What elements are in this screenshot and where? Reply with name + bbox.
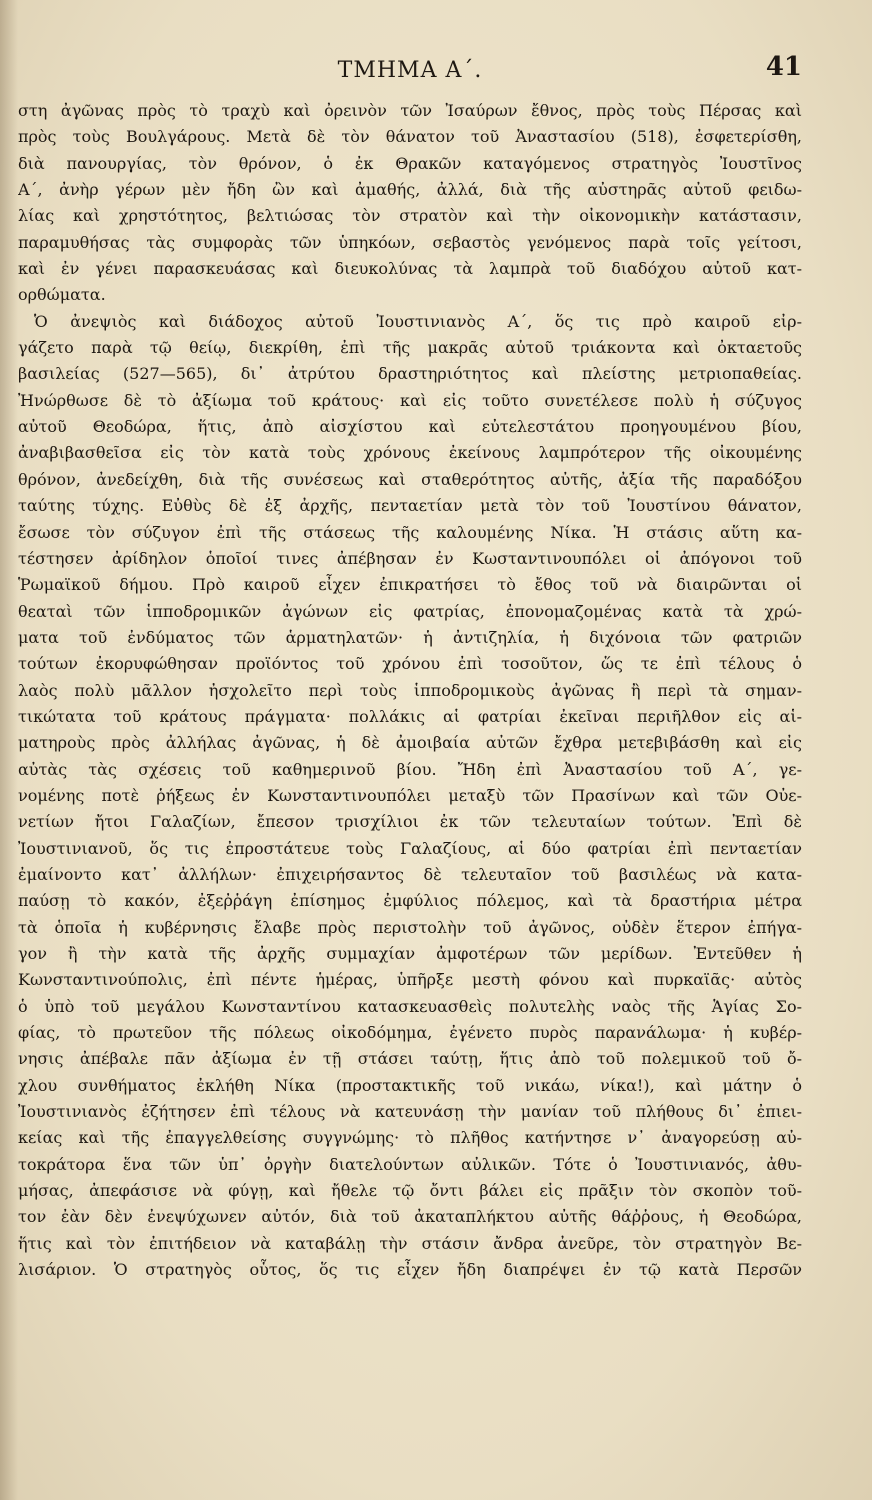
text-line: θρόνον, ἀνεδείχθη, διὰ τῆς συνέσεως καὶ σταθερότητος αὐτῆς, ἀξία τῆς παραδόξου <box>18 469 802 489</box>
text-line: τικώτατα τοῦ κράτους πράγματα· πολλάκις αἱ φατρίαι ἐκεῖναι περιῆλθον εἰς αἱ- <box>18 706 802 726</box>
text-line: νετίων ἤτοι Γαλαζίων, ἔπεσον τρισχίλιοι ἐκ τῶν τελευταίων τούτων. Ἐπὶ δὲ <box>18 812 802 832</box>
text-line: πρὸς τοὺς Βουλγάρους. Μετὰ δὲ τὸν θάνατον τοῦ Ἀναστασίου (518), ἐσφετερίσθη, <box>18 127 802 147</box>
text-line: στη ἀγῶνας πρὸς τὸ τραχὺ καὶ ὀρεινὸν τῶν Ἰσαύρων ἔθνος, πρὸς τοὺς Πέρσας καὶ <box>18 101 802 120</box>
text-line: τέστησεν ἀρίδηλον ὁποῖοί τινες ἀπέβησαν ἐν Κωσταντινουπόλει οἱ ἀπόγονοι τοῦ <box>18 548 802 568</box>
text-line: ὁ ὑπὸ τοῦ μεγάλου Κωνσταντίνου κατασκευασθεὶς πολυτελὴς ναὸς τῆς Ἁγίας Σο- <box>18 996 802 1016</box>
text-line: λαὸς πολὺ μᾶλλον ἠσχολεῖτο περὶ τοὺς ἱπποδρομικοὺς ἀγῶνας ἢ περὶ τὰ σημαν- <box>18 680 802 700</box>
text-line: Ἠνώρθωσε δὲ τὸ ἀξίωμα τοῦ κράτους· καὶ εἰς τοῦτο συνετέλεσε πολὺ ἡ σύζυγος <box>18 390 802 410</box>
text-line: λισάριον. Ὁ στρατηγὸς οὗτος, ὅς τις εἶχεν ἤδη διαπρέψει ἐν τῷ κατὰ Περσῶν <box>18 1260 802 1280</box>
text-line: τον ἐὰν δὲν ἐνεψύχωνεν αὐτόν, διὰ τοῦ ἀκαταπλήκτου αὐτῆς θάῤῥους, ἡ Θεοδώρα, <box>18 1207 802 1227</box>
text-line: ματηροὺς πρὸς ἀλλήλας ἀγῶνας, ἡ δὲ ἀμοιβαία αὐτῶν ἔχθρα μετεβιβάσθη καὶ εἰς <box>18 733 802 753</box>
text-line: Ῥωμαϊκοῦ δήμου. Πρὸ καιροῦ εἶχεν ἐπικρατήσει τὸ ἔθος τοῦ νὰ διαιρῶνται οἱ <box>18 575 802 595</box>
text-line: ματα τοῦ ἐνδύματος τῶν ἁρματηλατῶν· ἡ ἀντιζηλία, ἡ διχόνοια τῶν φατριῶν <box>18 627 802 647</box>
text-line: φίας, τὸ πρωτεῦον τῆς πόλεως οἰκοδόμημα, ἐγένετο πυρὸς παρανάλωμα· ἡ κυβέρ- <box>18 1023 802 1043</box>
text-line: ταύτης τύχης. Εὐθὺς δὲ ἐξ ἀρχῆς, πενταετίαν μετὰ τὸν τοῦ Ἰουστίνου θάνατον, <box>18 496 802 516</box>
text-line: μήσας, ἀπεφάσισε νὰ φύγῃ, καὶ ἤθελε τῷ ὄντι βάλει εἰς πρᾶξιν τὸν σκοπὸν τοῦ- <box>18 1181 802 1201</box>
text-line: τὰ ὁποῖα ἡ κυβέρνησις ἔλαβε πρὸς περιστολὴν τοῦ ἀγῶνος, οὐδὲν ἕτερον ἐπήγα- <box>18 917 802 937</box>
text-line: καὶ ἐν γένει παρασκευάσας καὶ διευκολύνας τὰ λαμπρὰ τοῦ διαδόχου αὐτοῦ κατ- <box>18 259 802 279</box>
text-line: τοκράτορα ἕνα τῶν ὑπ᾽ ὀργὴν διατελούντων αὐλικῶν. Τότε ὁ Ἰουστινιανός, ἀθυ- <box>18 1154 802 1174</box>
text-line: Ἰουστινιανὸς ἐζήτησεν ἐπὶ τέλους νὰ κατευνάσῃ τὴν μανίαν τοῦ πλήθους δι᾽ ἐπιει- <box>18 1102 802 1122</box>
text-line: θεαταὶ τῶν ἱπποδρομικῶν ἀγώνων εἰς φατρίας, ἐπονομαζομένας κατὰ τὰ χρώ- <box>18 601 802 621</box>
running-head: ΤΜΗΜΑ Α΄. <box>337 58 483 83</box>
binding-shadow <box>0 0 18 1500</box>
text-line: ἔσωσε τὸν σύζυγον ἐπὶ τῆς στάσεως τῆς καλουμένης Νίκα. Ἡ στάσις αὕτη κα- <box>18 522 802 542</box>
text-line: Κωνσταντινούπολις, ἐπὶ πέντε ἡμέρας, ὑπῆρξε μεστὴ φόνου καὶ πυρκαϊᾶς· αὐτὸς <box>18 970 802 990</box>
text-line: λίας καὶ χρηστότητος, βελτιώσας τὸν στρατὸν καὶ τὴν οἰκονομικὴν κατάστασιν, <box>18 206 802 226</box>
text-line: παύσῃ τὸ κακόν, ἐξεῤῥάγη ἐπίσημος ἐμφύλιος πόλεμος, καὶ τὰ δραστήρια μέτρα <box>18 891 802 911</box>
text-line: γον ἢ τὴν κατὰ τῆς ἀρχῆς συμμαχίαν ἀμφοτέρων τῶν μερίδων. Ἐντεῦθεν ἡ <box>18 944 802 963</box>
text-line: Ἰουστινιανοῦ, ὅς τις ἐπροστάτευε τοὺς Γαλαζίους, αἱ δύο φατρίαι ἐπὶ πενταετίαν <box>18 838 802 858</box>
text-line: βασιλείας (527—565), δι᾽ ἀτρύτου δραστηριότητος καὶ πλείστης μετριοπαθείας. <box>18 364 802 384</box>
text-line: αὐτὰς τὰς σχέσεις τοῦ καθημερινοῦ βίου. Ἤδη ἐπὶ Ἀναστασίου τοῦ Α΄, γε- <box>18 759 802 779</box>
text-line: ἥτις καὶ τὸν ἐπιτήδειον νὰ καταβάλῃ τὴν στάσιν ἄνδρα ἀνεῦρε, τὸν στρατηγὸν Βε- <box>18 1233 802 1253</box>
text-line: Α΄, ἀνὴρ γέρων μὲν ἤδη ὢν καὶ ἀμαθής, ἀλλά, διὰ τῆς αὐστηρᾶς αὐτοῦ φειδω- <box>18 180 802 200</box>
body-text <box>18 98 802 1283</box>
text-line: νομένης ποτὲ ῥήξεως ἐν Κωνσταντινουπόλει μεταξὺ τῶν Πρασίνων καὶ τῶν Οὐε- <box>18 785 802 805</box>
page-header <box>18 52 802 92</box>
page-number: 41 <box>765 52 802 82</box>
text-line: ἀναβιβασθεῖσα εἰς τὸν κατὰ τοὺς χρόνους ἐκείνους λαμπρότερον τῆς οἰκουμένης <box>18 443 802 463</box>
text-line: γάζετο παρὰ τῷ θείῳ, διεκρίθη, ἐπὶ τῆς μακρᾶς αὐτοῦ τριάκοντα καὶ ὀκταετοῦς <box>18 338 802 358</box>
text-line: αὐτοῦ Θεοδώρα, ἥτις, ἀπὸ αἰσχίστου καὶ εὐτελεστάτου προηγουμένου βίου, <box>18 417 802 437</box>
text-line: ορθώματα. <box>18 285 106 305</box>
text-line: τούτων ἐκορυφώθησαν προϊόντος τοῦ χρόνου ἐπὶ τοσοῦτον, ὥς τε ἐπὶ τέλους ὁ <box>18 654 802 674</box>
text-line: Ὁ ἀνεψιὸς καὶ διάδοχος αὐτοῦ Ἰουστινιανὸς Α΄, ὅς τις πρὸ καιροῦ εἰρ- <box>34 311 802 331</box>
text-line: χλου συνθήματος ἐκλήθη Νίκα (προστακτικῆς τοῦ νικάω, νίκα!), καὶ μάτην ὁ <box>18 1075 802 1095</box>
text-line: ἐμαίνοντο κατ᾽ ἀλλήλων· ἐπιχειρήσαντος δὲ τελευταῖον τοῦ βασιλέως νὰ κατα- <box>18 864 802 884</box>
text-line: κείας καὶ τῆς ἐπαγγελθείσης συγγνώμης· τὸ πλῆθος κατήντησε ν᾽ ἀναγορεύσῃ αὐ- <box>18 1128 802 1148</box>
text-line: νησις ἀπέβαλε πᾶν ἀξίωμα ἐν τῇ στάσει ταύτῃ, ἥτις ἀπὸ τοῦ πολεμικοῦ τοῦ ὄ- <box>18 1049 802 1069</box>
text-line: διὰ πανουργίας, τὸν θρόνον, ὁ ἐκ Θρακῶν καταγόμενος στρατηγὸς Ἰουστῖνος <box>18 153 802 173</box>
text-line: παραμυθήσας τὰς συμφορὰς τῶν ὑπηκόων, σεβαστὸς γενόμενος παρὰ τοῖς γείτοσι, <box>18 232 802 252</box>
